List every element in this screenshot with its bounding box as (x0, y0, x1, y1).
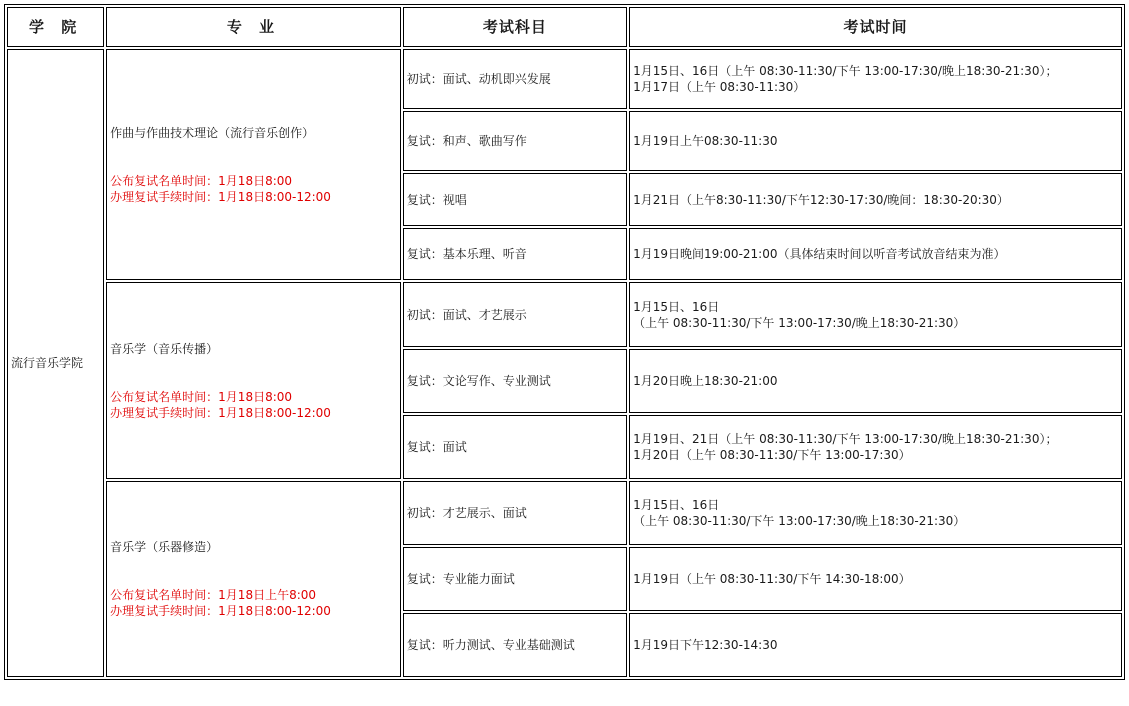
notice-list-time: 公布复试名单时间：1月18日上午8:00 (110, 588, 317, 602)
exam-subject: 复试：文论写作、专业测试 (403, 349, 627, 413)
notice-procedure-time: 办理复试手续时间：1月18日8:00-12:00 (110, 405, 331, 420)
header-major: 专 业 (106, 7, 401, 47)
college-name: 流行音乐学院 (11, 356, 84, 370)
exam-time: 1月21日（上午8:30-11:30/下午12:30-17:30/晚间：18:30-20:30） (629, 173, 1122, 226)
exam-time: 1月15日、16日 （上午 08:30-11:30/下午 13:00-17:30/晚上18:30-21:30） (629, 282, 1122, 347)
major-name: 作曲与作曲技术理论（流行音乐创作） (110, 125, 315, 140)
exam-subject: 初试：面试、动机即兴发展 (403, 49, 627, 109)
notice-procedure-time: 办理复试手续时间：1月18日8:00-12:00 (110, 189, 331, 204)
exam-schedule-table (4, 4, 1125, 680)
major-cell (106, 282, 401, 479)
exam-subject: 初试：面试、才艺展示 (403, 282, 627, 347)
header-time: 考试时间 (629, 7, 1122, 47)
exam-subject: 复试：面试 (403, 415, 627, 479)
notice-list-time: 公布复试名单时间：1月18日8:00 (110, 389, 293, 404)
exam-time: 1月19日下午12:30-14:30 (629, 613, 1122, 677)
major-name: 音乐学（乐器修造） (110, 540, 219, 554)
major-cell (106, 481, 401, 677)
exam-subject: 初试：才艺展示、面试 (403, 481, 627, 545)
notice-procedure-time: 办理复试手续时间：1月18日8:00-12:00 (110, 604, 331, 618)
exam-subject: 复试：听力测试、专业基础测试 (403, 613, 627, 677)
major-cell (106, 49, 401, 280)
exam-time: 1月15日、16日（上午 08:30-11:30/下午 13:00-17:30/晚上18:30-21:30）； 1月17日（上午 08:30-11:30） (629, 49, 1122, 109)
exam-time: 1月19日、21日（上午 08:30-11:30/下午 13:00-17:30/晚上18:30-21:30）； 1月20日（上午 08:30-11:30/下午 13:00-17:30） (629, 415, 1122, 479)
exam-subject: 复试：专业能力面试 (403, 547, 627, 611)
header-college: 学 院 (7, 7, 104, 47)
exam-time: 1月19日（上午 08:30-11:30/下午 14:30-18:00） (629, 547, 1122, 611)
exam-subject: 复试：视唱 (403, 173, 627, 226)
header-subject: 考试科目 (403, 7, 627, 47)
exam-time: 1月15日、16日 （上午 08:30-11:30/下午 13:00-17:30/晚上18:30-21:30） (629, 481, 1122, 545)
exam-subject: 复试：和声、歌曲写作 (403, 111, 627, 171)
major-name: 音乐学（音乐传播） (110, 341, 219, 356)
table-row (7, 282, 1122, 347)
college-cell (7, 49, 104, 677)
exam-time: 1月19日晚间19:00-21:00（具体结束时间以听音考试放音结束为准） (629, 228, 1122, 280)
table-row (7, 481, 1122, 545)
header-row (7, 7, 1122, 47)
exam-time: 1月19日上午08:30-11:30 (629, 111, 1122, 171)
notice-list-time: 公布复试名单时间：1月18日8:00 (110, 173, 293, 188)
exam-subject: 复试：基本乐理、听音 (403, 228, 627, 280)
table-row (7, 49, 1122, 109)
exam-time: 1月20日晚上18:30-21:00 (629, 349, 1122, 413)
